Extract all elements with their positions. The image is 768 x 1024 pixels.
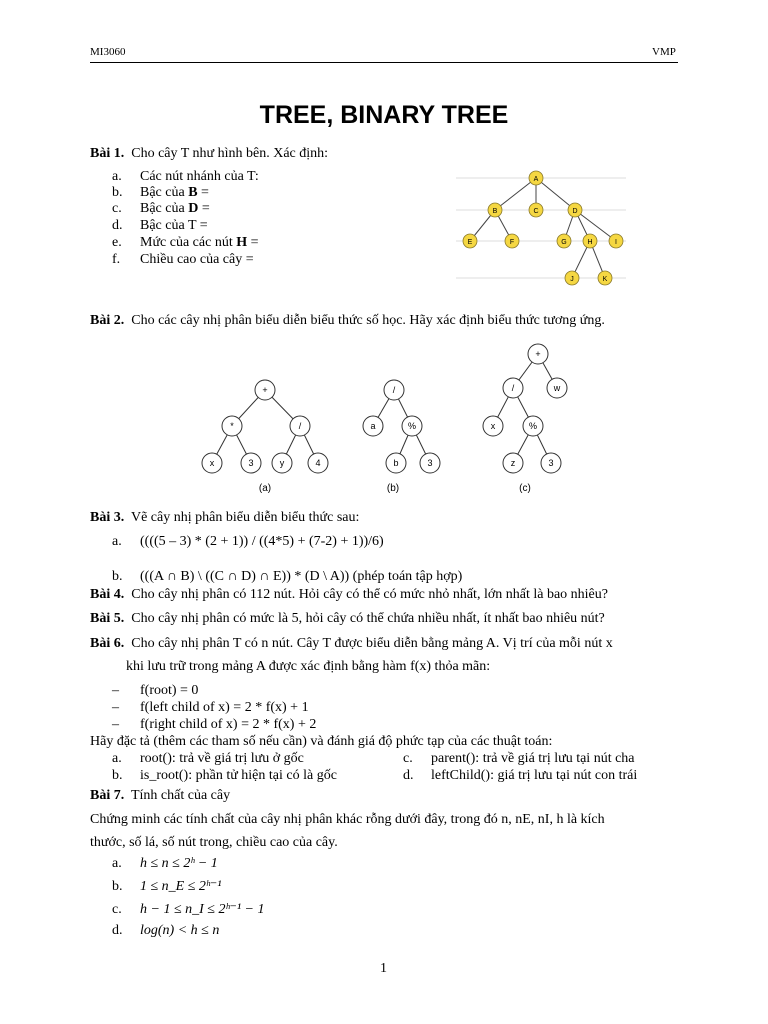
tree-a-caption: (a) bbox=[258, 483, 272, 494]
page-number: 1 bbox=[380, 961, 387, 976]
svg-text:E: E bbox=[467, 239, 473, 246]
bai2-expression-trees bbox=[190, 340, 580, 500]
bai1-item-e: e. Mức của các nút H = bbox=[112, 235, 259, 250]
svg-text:C: C bbox=[533, 208, 539, 215]
bai6-rule-2: – f(left child of x) = 2 * f(x) + 1 bbox=[112, 700, 309, 715]
tree-node-g bbox=[557, 234, 571, 248]
bai7-line1: Chứng minh các tính chất của cây nhị phân khác rỗng dưới đây, trong đó n, nE, nI, h là kích bbox=[90, 812, 605, 827]
tree-c-node: x bbox=[490, 421, 496, 431]
bai3-item-a: a. ((((5 – 3) * (2 + 1)) / ((4*5) + (7-2) + 1))/6) bbox=[112, 534, 384, 549]
svg-text:K: K bbox=[602, 276, 608, 283]
bai1-label: Bài 1. bbox=[90, 146, 125, 161]
tree-node-c bbox=[529, 203, 543, 217]
bai2-heading bbox=[90, 312, 605, 329]
tree-node-i bbox=[609, 234, 623, 248]
bai6-op-d: d. leftChild(): giá trị lưu tại nút con trái bbox=[403, 768, 638, 783]
bai1-item-d: d. Bậc của T = bbox=[112, 218, 208, 233]
bai1-tree-figure bbox=[450, 165, 630, 290]
bai6-line1: Bài 6. Cho cây nhị phân T có n nút. Cây T được biểu diễn bằng mảng A. Vị trí của mỗi nút x bbox=[90, 636, 613, 651]
tree-b-node: / bbox=[392, 385, 396, 395]
bai6-line2: khi lưu trữ trong mảng A được xác định bằng hàm f(x) thỏa mãn: bbox=[126, 659, 491, 674]
bai2-label: Bài 2. bbox=[90, 313, 125, 328]
bai6-op-b: b. is_root(): phần tử hiện tại có là gốc bbox=[112, 768, 337, 783]
svg-text:I: I bbox=[615, 239, 617, 246]
bai3-label: Bài 3. bbox=[90, 510, 125, 525]
bai7-prop-c: c. h − 1 ≤ n_I ≤ 2ʰ⁻¹ − 1 bbox=[112, 902, 265, 917]
tree-b-node: % bbox=[407, 421, 417, 431]
bai2-text: Cho các cây nhị phân biểu diễn biểu thức số học. Hãy xác định biểu thức tương ứng. bbox=[131, 313, 605, 328]
tree-node-b bbox=[488, 203, 502, 217]
tree-b-node: b bbox=[393, 458, 399, 468]
bai5-line: Bài 5. Cho cây nhị phân có mức là 5, hỏi cây có thể chứa nhiều nhất, ít nhất bao nhiêu nút? bbox=[90, 611, 605, 626]
bai6-task: Hãy đặc tả (thêm các tham số nếu cần) và đánh giá độ phức tạp của các thuật toán: bbox=[90, 734, 553, 749]
svg-text:D: D bbox=[572, 208, 578, 215]
tree-node-h bbox=[583, 234, 597, 248]
tree-a-node: / bbox=[298, 421, 302, 431]
header-rule bbox=[90, 62, 678, 63]
bai1-item-c: c. Bậc của D = bbox=[112, 201, 210, 216]
bai7-prop-b: b. 1 ≤ n_E ≤ 2ʰ⁻¹ bbox=[112, 879, 222, 894]
bai1-item-f: f. Chiều cao của cây = bbox=[112, 252, 254, 267]
svg-text:J: J bbox=[570, 276, 574, 283]
bai6-rule-1: – f(root) = 0 bbox=[112, 683, 199, 698]
tree-b-caption: (b) bbox=[386, 483, 400, 494]
tree-a-node: * bbox=[230, 421, 234, 431]
tree-b-node: 3 bbox=[427, 458, 433, 468]
bai3-text: Vẽ cây nhị phân biểu diễn biểu thức sau: bbox=[130, 510, 360, 525]
bai1-text: Cho cây T như hình bên. Xác định: bbox=[131, 146, 329, 161]
tree-node-d bbox=[568, 203, 582, 217]
tree-c-node: z bbox=[510, 458, 516, 468]
svg-text:A: A bbox=[533, 176, 539, 183]
tree-c-node: 3 bbox=[548, 458, 554, 468]
tree-c-node: w bbox=[553, 383, 561, 393]
tree-a-node: x bbox=[209, 458, 215, 468]
tree-c-node: / bbox=[511, 383, 515, 393]
bai7-heading: Bài 7. Tính chất của cây bbox=[90, 788, 231, 803]
tree-c-node: % bbox=[528, 421, 538, 431]
bai3-item-b: b. (((A ∩ B) \ ((C ∩ D) ∩ E)) * (D \ A)) (phép toán tập hợp) bbox=[112, 569, 463, 584]
svg-text:F: F bbox=[509, 239, 515, 246]
bai6-rule-3: – f(right child of x) = 2 * f(x) + 2 bbox=[112, 717, 317, 732]
tree-node-f bbox=[505, 234, 519, 248]
tree-b-node: a bbox=[370, 421, 376, 431]
tree-a-node: 3 bbox=[248, 458, 254, 468]
bai1-item-b: b. Bậc của B = bbox=[112, 185, 209, 200]
svg-text:B: B bbox=[492, 208, 498, 215]
tree-node-e bbox=[463, 234, 477, 248]
bai4-line: Bài 4. Cho cây nhị phân có 112 nút. Hỏi cây có thể có mức nhỏ nhất, lớn nhất là bao nhiêu? bbox=[90, 587, 608, 602]
bai6-op-a: a. root(): trả về giá trị lưu ở gốc bbox=[112, 751, 304, 766]
course-code: MI3060 bbox=[90, 46, 126, 58]
bai7-prop-d: d. log(n) < h ≤ n bbox=[112, 923, 220, 938]
bai7-prop-a: a. h ≤ n ≤ 2ʰ − 1 bbox=[112, 856, 218, 871]
tree-a-node: + bbox=[262, 385, 268, 395]
bai1-item-a: a. Các nút nhánh của T: bbox=[112, 169, 259, 184]
bai6-op-c: c. parent(): trả về giá trị lưu tại nút cha bbox=[403, 751, 635, 766]
svg-text:G: G bbox=[561, 239, 567, 246]
tree-node-a bbox=[529, 171, 543, 185]
tree-c-caption: (c) bbox=[519, 483, 531, 494]
tree-node-k bbox=[598, 271, 612, 285]
bai1-heading bbox=[90, 145, 328, 162]
tree-a-node: y bbox=[279, 458, 285, 468]
bai7-line2: thước, số lá, số nút trong, chiều cao của cây. bbox=[90, 835, 338, 850]
page-title: TREE, BINARY TREE bbox=[259, 101, 509, 129]
tree-c-node: + bbox=[535, 349, 541, 359]
tree-a-node: 4 bbox=[315, 458, 321, 468]
svg-text:H: H bbox=[587, 239, 593, 246]
bai3-heading bbox=[90, 509, 359, 526]
author-initials: VMP bbox=[652, 46, 676, 58]
tree-node-j bbox=[565, 271, 579, 285]
